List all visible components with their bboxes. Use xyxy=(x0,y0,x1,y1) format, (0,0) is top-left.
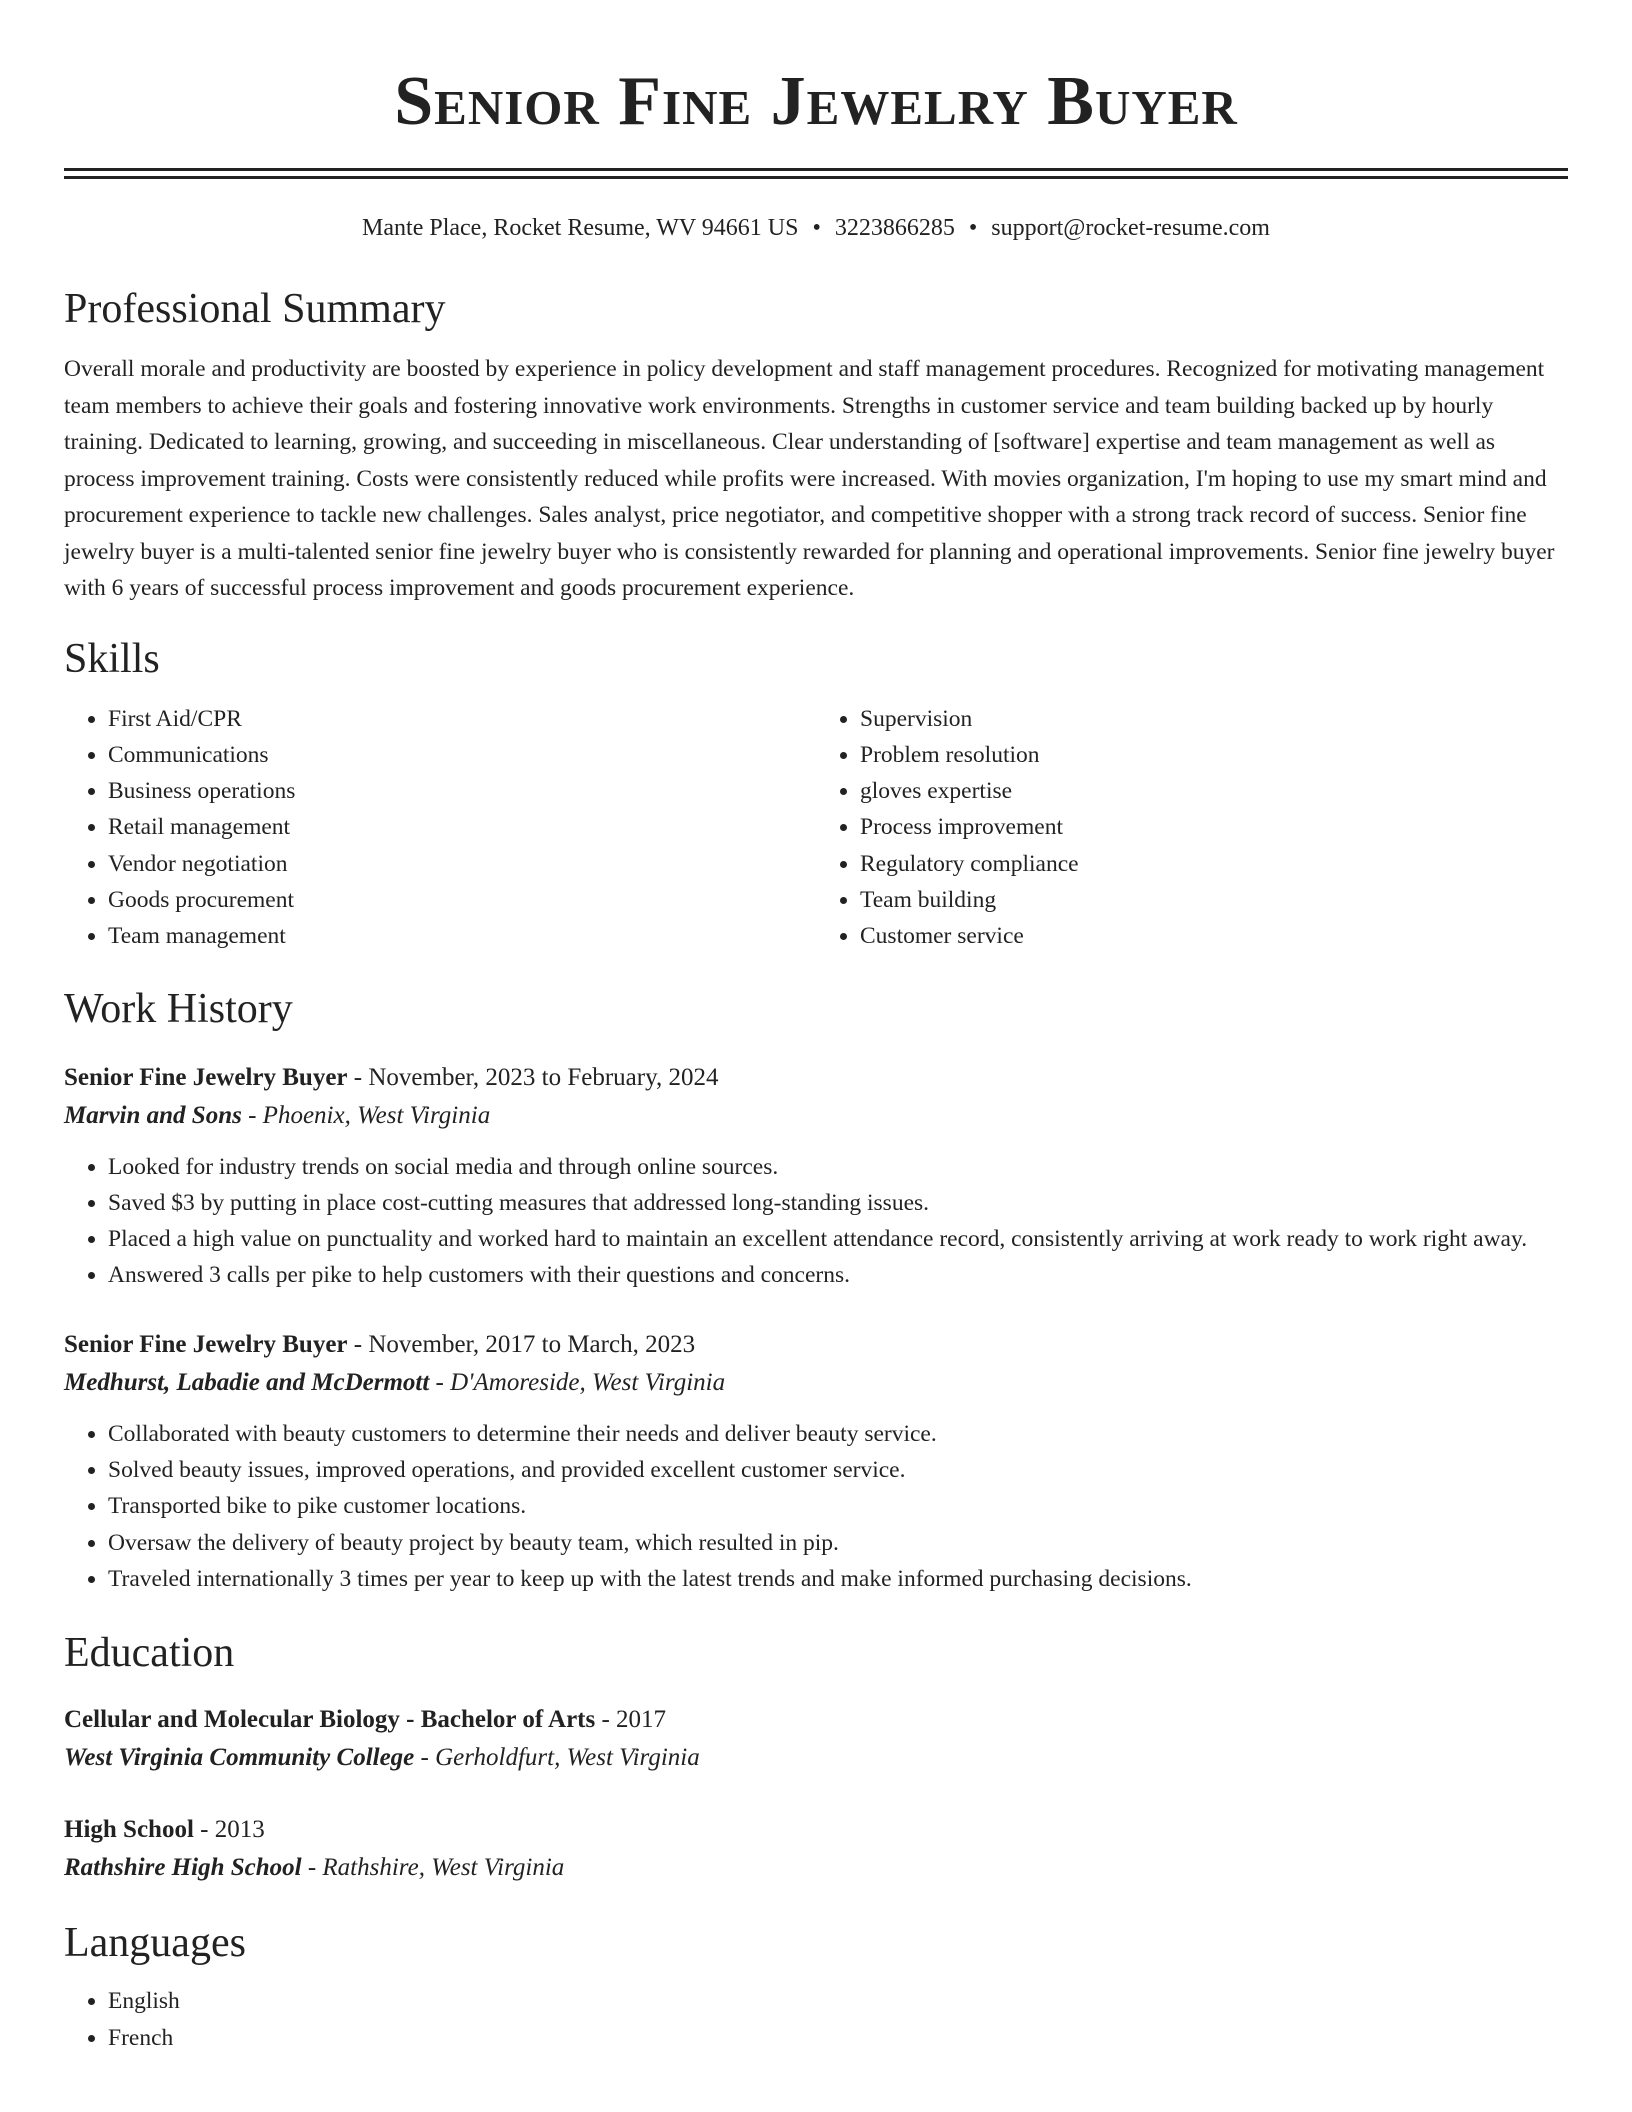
contact-line xyxy=(64,211,1568,245)
skills-heading: Skills xyxy=(64,635,160,682)
skill-item: • Vendor negotiation xyxy=(108,846,816,882)
job-entry xyxy=(64,1326,1568,1597)
graduation-year: - 2017 xyxy=(595,1706,667,1734)
job-title: Senior Fine Jewelry Buyer xyxy=(64,1063,348,1091)
job-bullets xyxy=(64,1149,1568,1294)
email-link[interactable]: support@rocket-resume.com xyxy=(991,215,1270,241)
job-dates: - November, 2023 to February, 2024 xyxy=(347,1063,719,1091)
job-bullets xyxy=(64,1416,1568,1597)
skill-item: • Goods procurement xyxy=(108,882,816,918)
skills-list-right xyxy=(816,701,1568,955)
summary-text: Overall morale and productivity are boosted by experience in policy development and staff management procedures. Recognized for motivating management team members to achieve their goals and fostering innovative work environments. Strengths in customer service and team building backed up by hourly training. Dedicated to learning, growing, and succeeding in miscellaneous. Clear understanding of [software] expertise and team management as well as process improvement training. Costs were consistently reduced while profits were increased. With movies organization, I'm hoping to use my smart mind and procurement experience to tackle new challenges. Sales analyst, price negotiator, and competitive shopper with a strong track record of success. Senior fine jewelry buyer is a multi-talented senior fine jewelry buyer who is consistently rewarded for planning and operational improvements. Senior fine jewelry buyer with 6 years of successful process improvement and goods procurement experience. xyxy=(64,356,1555,601)
skill-item: • Regulatory compliance xyxy=(860,846,1568,882)
graduation-year: - 2013 xyxy=(193,1816,265,1844)
skill-item: • Problem resolution xyxy=(860,737,1568,773)
work-history-heading: Work History xyxy=(64,985,293,1032)
skill-item: • Supervision xyxy=(860,701,1568,737)
school-location: - Gerholdfurt, West Virginia xyxy=(414,1744,700,1772)
skill-item: • Retail management xyxy=(108,809,816,845)
job-bullet: • Collaborated with beauty customers to determine their needs and deliver beauty service. xyxy=(108,1416,1568,1452)
contact-separator: • xyxy=(812,215,821,241)
skill-item: • First Aid/CPR xyxy=(108,701,816,737)
school-location: - Rathshire, West Virginia xyxy=(301,1854,565,1882)
employer-name: Marvin and Sons xyxy=(64,1101,242,1129)
job-bullet: • Oversaw the delivery of beauty project by beauty team, which resulted in pip. xyxy=(108,1525,1568,1561)
job-bullet: • Solved beauty issues, improved operations, and provided excellent customer service. xyxy=(108,1452,1568,1488)
job-bullet: • Placed a high value on punctuality and worked hard to maintain an excellent attendance record, consistently arriving at work ready to work right away. xyxy=(108,1221,1568,1257)
summary-heading: Professional Summary xyxy=(64,286,446,332)
job-bullet: • Saved $3 by putting in place cost-cutting measures that addressed long-standing issues. xyxy=(108,1185,1568,1221)
job-title-line xyxy=(64,1326,1568,1364)
school-name: Rathshire High School xyxy=(64,1854,302,1882)
employer-location: - Phoenix, West Virginia xyxy=(241,1101,491,1129)
school-line xyxy=(64,1849,1568,1887)
degree: Cellular and Molecular Biology - Bachelor of Arts xyxy=(64,1706,596,1734)
skill-item: • Process improvement xyxy=(860,809,1568,845)
degree-line xyxy=(64,1811,1568,1849)
education-entry xyxy=(64,1701,1568,1777)
phone: 3223866285 xyxy=(834,215,955,241)
languages-list xyxy=(64,1983,1568,2056)
address: Mante Place, Rocket Resume, WV 94661 US xyxy=(362,215,799,241)
skill-item: • Business operations xyxy=(108,773,816,809)
header-divider xyxy=(64,168,1568,179)
employer-location: - D'Amoreside, West Virginia xyxy=(429,1368,726,1396)
skills-columns xyxy=(64,701,1568,955)
contact-separator: • xyxy=(968,215,978,241)
employer-line xyxy=(64,1364,1568,1402)
candidate-name: Senior Fine Jewelry Buyer xyxy=(394,63,1238,140)
job-bullet: • Looked for industry trends on social media and through online sources. xyxy=(108,1149,1568,1185)
degree-line xyxy=(64,1701,1568,1739)
education-entry xyxy=(64,1811,1568,1887)
job-bullet: • Answered 3 calls per pike to help customers with their questions and concerns. xyxy=(108,1257,1568,1293)
skill-item: • gloves expertise xyxy=(860,773,1568,809)
school-name: West Virginia Community College xyxy=(64,1744,415,1772)
languages-heading: Languages xyxy=(64,1920,246,1967)
skills-list-left xyxy=(64,701,816,955)
language-item: • English xyxy=(108,1983,1568,2019)
job-entry xyxy=(64,1059,1568,1294)
skill-item: • Customer service xyxy=(860,918,1568,954)
employer-line xyxy=(64,1097,1568,1135)
job-title: Senior Fine Jewelry Buyer xyxy=(64,1330,348,1358)
language-item: • French xyxy=(108,2020,1568,2056)
job-title-line xyxy=(64,1059,1568,1097)
job-dates: - November, 2017 to March, 2023 xyxy=(347,1330,696,1358)
school-line xyxy=(64,1739,1568,1777)
degree: High School xyxy=(64,1816,194,1844)
job-bullet: • Transported bike to pike customer locations. xyxy=(108,1488,1568,1524)
employer-name: Medhurst, Labadie and McDermott xyxy=(64,1368,430,1396)
skill-item: • Communications xyxy=(108,737,816,773)
skill-item: • Team building xyxy=(860,882,1568,918)
skill-item: • Team management xyxy=(108,918,816,954)
education-heading: Education xyxy=(64,1630,235,1677)
job-bullet: • Traveled internationally 3 times per year to keep up with the latest trends and make informed purchasing decisions. xyxy=(108,1561,1568,1597)
